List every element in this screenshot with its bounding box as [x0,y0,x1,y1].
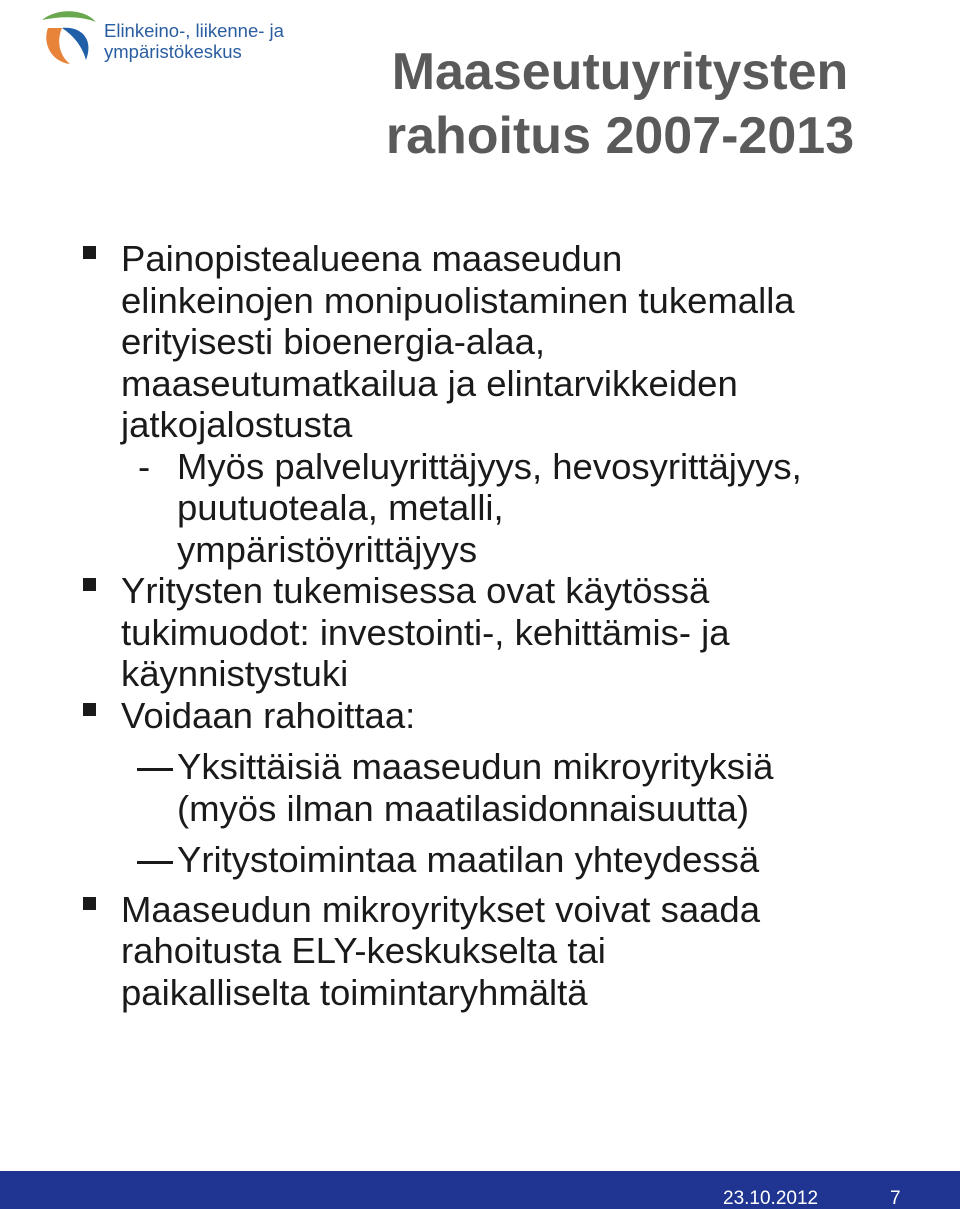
bullet-item [75,570,935,695]
slide-title-line: Maaseutuyritysten [391,43,849,101]
bullet-text-line: paikalliselta toimintaryhmältä [121,971,588,1013]
square-bullet-icon [83,703,96,716]
ely-leaf-icon [38,6,100,68]
bullet-text-line: maaseutumatkailua ja elintarvikkeiden [121,362,738,404]
sub-bullet-text-line: Yksittäisiä maaseudun mikroyrityksiä [177,746,774,787]
bullet-text-line: Painopistealueena maaseudun [121,238,623,279]
bullet-text-line: Voidaan rahoittaa: [121,694,416,736]
sub-bullet-text-line: (myös ilman maatilasidonnaisuutta) [177,787,750,829]
page-number: 7 [890,1188,901,1209]
logo-text [104,20,284,62]
sub-bullet-item [75,746,935,829]
ely-logo [38,6,284,68]
bullet-text-line: Yritysten tukemisessa ovat käytössä [121,570,710,611]
bullet-item [75,238,935,446]
sub-bullet-text-line: puutuoteala, metalli, [177,487,504,528]
bullet-text-line: jatkojalostusta [121,404,353,445]
sub-bullet-text-line: ympäristöyrittäjyys [177,528,478,570]
square-bullet-icon [83,246,96,259]
bullet-text-line: elinkeinojen monipuolistaminen tukemalla [121,279,795,321]
square-bullet-icon [83,897,96,910]
sub-bullet-item [75,839,935,881]
slide-title [300,40,940,168]
slide-content [75,238,935,1013]
sub-bullet-text-line: Myös palveluyrittäjyys, hevosyrittäjyys, [177,445,802,487]
bullet-text-line: erityisesti bioenergia-alaa, [121,321,546,362]
dash-bullet-marker: - [138,445,151,487]
bullet-item [75,889,935,1014]
slide-title-line: rahoitus 2007-2013 [385,107,855,165]
footer-date: 23.10.2012 [723,1188,819,1209]
sub-bullet-item [75,446,935,571]
logo-text-line: Elinkeino-, liikenne- ja [104,20,284,41]
bullet-item [75,695,935,737]
bullet-text-line: tukimuodot: investointi-, kehittämis- ja [121,611,730,653]
square-bullet-icon [83,578,96,591]
dash-bullet-icon [137,861,173,864]
logo-text-line: ympäristökeskus [104,41,242,62]
dash-bullet-icon [137,768,173,771]
bullet-text-line: käynnistystuki [121,653,349,694]
bullet-text-line: Maaseudun mikroyritykset voivat saada [121,888,761,930]
sub-bullet-text-line: Yritystoimintaa maatilan yhteydessä [177,839,760,880]
bullet-text-line: rahoitusta ELY-keskukselta tai [121,930,606,971]
